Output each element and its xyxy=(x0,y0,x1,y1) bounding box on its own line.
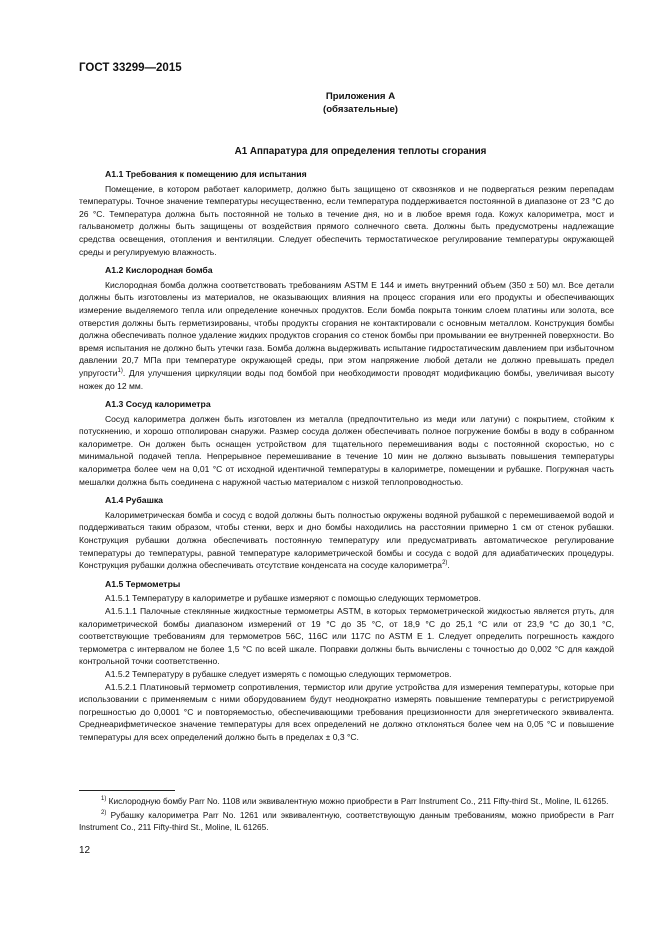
footnote-ref-2: 2) xyxy=(442,560,448,567)
paragraph-a1-1: Помещение, в котором работает калориметр, должно быть защищено от сквозняков и не подвергаться резким перепадам температуры. Точное значение температуры несущественно, если температура поддерживается постоянной в диапазоне от 23 °С до 26 °С. Температура должна быть постоянной не только в течение дня, но и в любое время года. Кожух калориметра, мост и гальванометр должны быть защищены от воздействия прямого солнечного света. Должны быть предусмотрены надлежащие средства освещения, отопления и вентиляции. Следует обеспечить термостатическое регулирование температуры окружающей среды и регулируемую влажность. xyxy=(79,183,614,257)
paragraph-a1-2-part2: . Для улучшения циркуляции воды под бомбой при необходимости проводят модификацию бомбы, увеличивая высоту ножек до 12 мм. xyxy=(79,367,614,391)
paragraph-a1-4-part2: . xyxy=(447,560,450,571)
heading-a1-5: А1.5 Термометры xyxy=(105,578,181,589)
footnotes xyxy=(79,795,614,835)
footnote-ref-1: 1) xyxy=(117,368,123,375)
footnote-mark-1: 1) xyxy=(101,796,107,803)
appendix-title: Приложения А xyxy=(325,91,396,102)
footnote-text-2: Рубашку калориметра Parr No. 1261 или эквивалентную, соответствующую данным требованиям, можно приобрести в Parr Instrument Co., 211 Fifty-third St., Moline, IL 61265. xyxy=(79,810,614,832)
footnote-text-1: Кислородную бомбу Parr No. 1108 или эквивалентную можно приобрести в Parr Instrument Co., 211 Fifty-third St., Moline, IL 61265. xyxy=(106,796,609,806)
section-title: А1 Аппаратура для определения теплоты сгорания xyxy=(234,146,487,157)
body-text xyxy=(79,168,614,744)
paragraph-a1-2 xyxy=(79,279,614,392)
heading-a1-1: А1.1 Требования к помещению для испытания xyxy=(105,169,307,179)
footnote-mark-2: 2) xyxy=(101,810,107,817)
page-number: 12 xyxy=(79,845,91,856)
document-code: ГОСТ 33299—2015 xyxy=(79,62,182,74)
paragraph-a1-4 xyxy=(79,509,614,572)
paragraph-a1-3: Сосуд калориметра должен быть изготовлен из металла (предпочтительно из меди или латуни) с покрытием, стойким к потускнению, и хорошо отполирован снаружи. Размер сосуда должен обеспечивать полное погружение бомбы в воду в собранном калориметре. Он должен быть оснащен устройством для тщательного перемешивания воды с постоянной скоростью, но с минимальной подачей тепла. Непрерывное перемешивание в течение 10 мин не должно вызывать повышения температуры калориметра более чем на 0,01 °С от исходной идентичной температуры в калориметре, помещении и рубашке. Погружная часть мешалки должна быть соединена с наружной частью материалом с низкой теплопроводностью. xyxy=(79,413,614,487)
paragraph-a1-5-2-1: А1.5.2.1 Платиновый термометр сопротивления, термистор или другие устройства для измерения температуры, которые при использовании с применяемым с ними оборудованием будут неоднократно измерять повышение температуры с регистрируемой погрешностью до 0,0001 °С и повторяемостью, обеспечивающими требования прецизионности для энергетического эквивалента. Среднеарифметическое значение температуры для всех определений не должно отклоняться более чем на 0,05 °С и повышение температуры для всех определений должно быть в пределах ± 0,3 °С. xyxy=(79,681,614,742)
paragraph-a1-5-2: А1.5.2 Температуру в рубашке следует измерять с помощью следующих термометров. xyxy=(105,668,452,679)
paragraph-a1-5-1: А1.5.1 Температуру в калориметре и рубашке измеряют с помощью следующих термометров. xyxy=(105,593,481,604)
paragraph-a1-4-part1: Калориметрическая бомба и сосуд с водой должны быть полностью окружены водяной рубашкой с перемешиваемой водой и поддерживаться таким образом, чтобы стенки, верх и дно бомбы находились на расстоянии примерно 1 см от стенок рубашки. Конструкция рубашки должна обеспечивать постоянную температуру или предусматривать автоматическое регулирование температуры до температуры, равной температуре калориметрической бомбы и сосуда с водой для адиабатических процедуры. Конструкция рубашки должна обеспечивать отсутствие конденсата на сосуде калориметра xyxy=(79,509,614,571)
paragraph-a1-2-part1: Кислородная бомба должна соответствовать требованиям ASTM E 144 и иметь внутренний объем (350 ± 50) мл. Все детали должны быть изготовлены из материалов, не оказывающих влияния на процесс сгорания или его продукты и обеспечивающих измерение выделяемого тепла или определение конечных продуктов. Если бомба покрыта тонким слоем платины или золота, все отверстия должны быть герметизированы, чтобы продукты сгорания не контактировали с основным металлом. Конструкция бомбы должна обеспечивать полное удаление жидких продуктов сгорания со стенок бомбы при промывании ее внутренней поверхности. Во время испытания не должно быть утечки газа. Бомба должна выдерживать испытание гидростатическим давлением при избыточном давлении 20,7 МПа при температуре окружающей среды, при этом напряжение любой детали не должно превышать предел упругости xyxy=(79,279,614,378)
paragraph-a1-5-1-1: А1.5.1.1 Палочные стеклянные жидкостные термометры ASTM, в которых термометрической жидкостью является ртуть, для калориметрической бомбы диапазоном измерений от 19 °С до 35 °С, от 18,9 °С до 25,1 °С или от 23,9 °С до 30,1 °С, соответствующие требованиям для термометров 56С, 116С или 117С по ASTM E 1. Следует определить погрешность каждого термометра с интервалом не более 1,5 °С по всей шкале. Поправки должны быть вычислены с точностью до 0,002 °С для каждой контрольной точки соответственно. xyxy=(79,606,614,667)
heading-a1-3: А1.3 Сосуд калориметра xyxy=(105,399,211,410)
heading-a1-4: А1.4 Рубашка xyxy=(105,495,164,506)
footnote-1 xyxy=(79,795,614,807)
footnote-2 xyxy=(79,809,614,833)
heading-a1-2: А1.2 Кислородная бомба xyxy=(105,265,213,276)
footnote-divider xyxy=(79,790,175,791)
appendix-subtitle: (обязательные) xyxy=(323,104,398,115)
